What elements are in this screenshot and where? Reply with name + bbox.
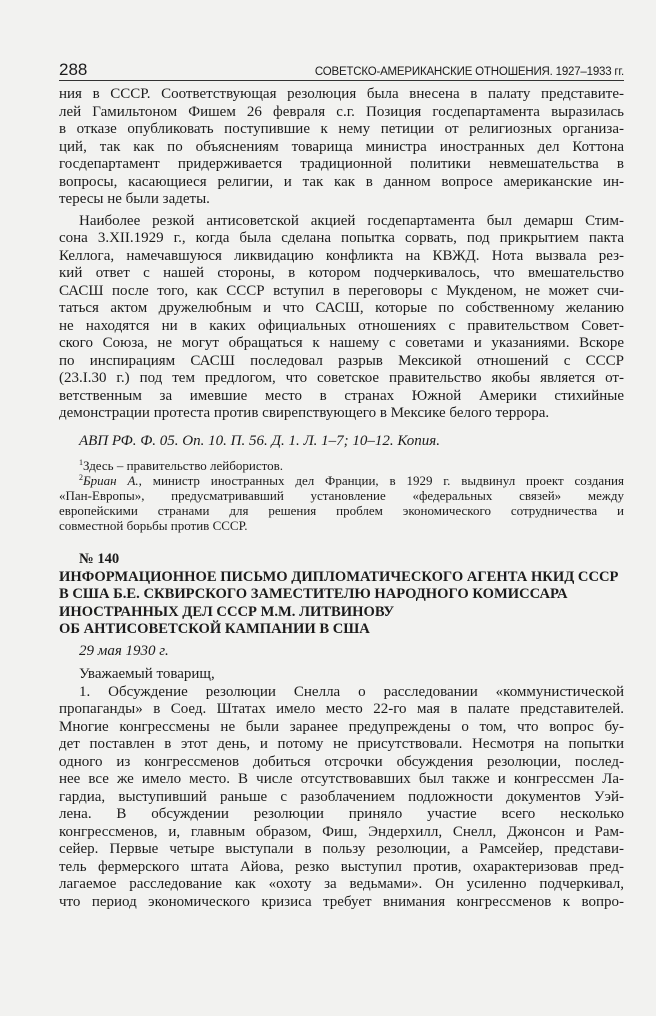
text-line: ния в СССР. Соответствующая резолюция была внесена в палату представите- bbox=[59, 86, 624, 102]
text-line: что период экономического кризиса требует внимания конгрессменов к вопро- bbox=[59, 893, 624, 910]
text-line: нее все же имело место. В числе отсутствовавших был также и конгрессмен Ла- bbox=[59, 771, 624, 787]
text-line: тересы не были задеты. bbox=[59, 191, 210, 207]
footnote-text: Здесь – правительство лейбористов. bbox=[83, 458, 283, 473]
paragraph-2 bbox=[59, 213, 624, 423]
text-line: таться актом дружелюбным и что САСШ, которые по собственному желанию bbox=[59, 300, 624, 316]
footnote-1 bbox=[59, 458, 624, 473]
document-title-line: ИНФОРМАЦИОННОЕ ПИСЬМО ДИПЛОМАТИЧЕСКОГО АГЕНТА НКИД СССР bbox=[59, 568, 619, 585]
document-title-line: ОБ АНТИСОВЕТСКОЙ КАМПАНИИ В США bbox=[59, 621, 370, 637]
document-title-line: ИНОСТРАННЫХ ДЕЛ СССР М.М. ЛИТВИНОВУ bbox=[59, 603, 395, 620]
text-line: дет поставлен в этот день, и потому не присутствовали. Несмотря на попытки bbox=[59, 736, 624, 752]
text-line: ского Союза, не могут обращаться к нашему с советами и указаниями. Вскоре bbox=[59, 335, 624, 351]
text-line: не находятся ни в каких официальных отношениях с правительством Совет- bbox=[59, 317, 624, 334]
text-line: по инспирациям САСШ последовал разрыв Мексикой отношений с СССР bbox=[59, 352, 624, 369]
footnote-mark: 1 bbox=[79, 458, 83, 467]
text-line: ций, так как по объяснениям товарища министра иностранных дел Коттона bbox=[59, 138, 624, 155]
text-line: совместной борьбы против СССР. bbox=[59, 518, 248, 533]
text-line: лена. В обсуждении резолюции приняло участие всего несколько bbox=[59, 806, 624, 822]
letter-body bbox=[59, 666, 624, 911]
document-title-line: В США Б.Е. СКВИРСКОГО ЗАМЕСТИТЕЛЮ НАРОДНОГО КОМИССАРА bbox=[59, 586, 568, 602]
text-line: демонстрации протеста против свирепствующего в Мексике белого террора. bbox=[59, 405, 550, 421]
paragraph-1 bbox=[59, 86, 624, 209]
text-line: одного из конгрессменов добиться отсрочки обсуждения резолюции, послед- bbox=[59, 753, 624, 770]
footnote-mark: 2 bbox=[79, 473, 83, 482]
text-line: в отказе опубликовать поступившие к нему петиции от религиозных организа- bbox=[59, 121, 624, 137]
running-title: СОВЕТСКО-АМЕРИКАНСКИЕ ОТНОШЕНИЯ. 1927–1933 гг. bbox=[314, 66, 624, 78]
text-line: сона 3.XII.1929 г., когда была сделана попытка сорвать, под прикрытием пакта bbox=[59, 230, 624, 246]
footnote-text: , министр иностранных дел Франции, в 1929 г. выдвинул проект создания bbox=[138, 473, 624, 488]
salutation: Уважаемый товарищ, bbox=[79, 666, 215, 682]
text-line: лей Гамильтоном Фишем 26 февраля с.г. Позиция госдепартамента выразилась bbox=[59, 103, 624, 120]
text-line: кий ответ с нашей стороны, в котором подчеркивалось, что вмешательство bbox=[59, 265, 624, 281]
text-line: лагаемое расследование как «охоту за ведьмами». Он усиленно подчеркивал, bbox=[59, 876, 624, 892]
document-heading bbox=[59, 551, 624, 639]
text-line: Келлога, намечавшуюся ликвидацию конфликта на КВЖД. Нота вызвала рез- bbox=[59, 247, 624, 264]
text-line: госдепартамент придерживается традиционной политики невмешательства в bbox=[59, 156, 624, 172]
text-line: «Пан-Европы», предусматривавший установление «федеральных связей» между bbox=[59, 488, 624, 503]
document-date-block bbox=[59, 643, 624, 661]
text-line: пропаганды» в Соед. Штатах имело место 22-го мая в палате представителей. bbox=[59, 701, 624, 717]
text-line: гардиа, выступивший раньше с разоблачением подложности документов Уэй- bbox=[59, 788, 624, 805]
text-line: конгрессменов, и, главным образом, Фиш, Эндерхилл, Снелл, Джонсон и Рам- bbox=[59, 823, 624, 840]
text-line: 1. Обсуждение резолюции Снелла о расследовании «коммунистической bbox=[79, 683, 624, 700]
text-line: тель фермерского штата Айова, резко выступил против, охарактеризовав пред- bbox=[59, 858, 624, 875]
archive-source bbox=[59, 433, 624, 451]
text-line: САСШ после того, как СССР вступил в переговоры с Мукденом, не может счи- bbox=[59, 282, 624, 299]
text-line: ветственным за имевшие место в странах Южной Америки стихийные bbox=[59, 387, 624, 404]
footnote-name: Бриан А. bbox=[83, 473, 139, 488]
text-line: вопросы, касающиеся религии, и так как в данном вопросе американские ин- bbox=[59, 173, 624, 190]
document-number: № 140 bbox=[79, 551, 120, 567]
document-date: 29 мая 1930 г. bbox=[79, 642, 169, 659]
text-line: Наиболее резкой антисоветской акцией госдепартамента был демарш Стим- bbox=[79, 212, 624, 229]
page-number: 288 bbox=[59, 60, 88, 79]
text-line: европейскими странами для решения проблем экономического сотрудничества и bbox=[59, 503, 624, 518]
running-header bbox=[59, 60, 624, 81]
page-body bbox=[59, 86, 624, 911]
source-citation: АВП РФ. Ф. 05. Оп. 10. П. 56. Д. 1. Л. 1–7; 10–12. Копия. bbox=[79, 432, 441, 449]
footnotes bbox=[59, 458, 624, 533]
text-line: сейер. Первые четыре выступали в пользу резолюции, а Рамсейер, представи- bbox=[59, 841, 624, 857]
footnote-2 bbox=[59, 473, 624, 488]
text-line: Многие конгрессмены не были заранее предупреждены о том, что вопрос бу- bbox=[59, 718, 624, 735]
text-line: (23.I.30 г.) под тем предлогом, что советское правительство якобы является от- bbox=[59, 370, 624, 386]
